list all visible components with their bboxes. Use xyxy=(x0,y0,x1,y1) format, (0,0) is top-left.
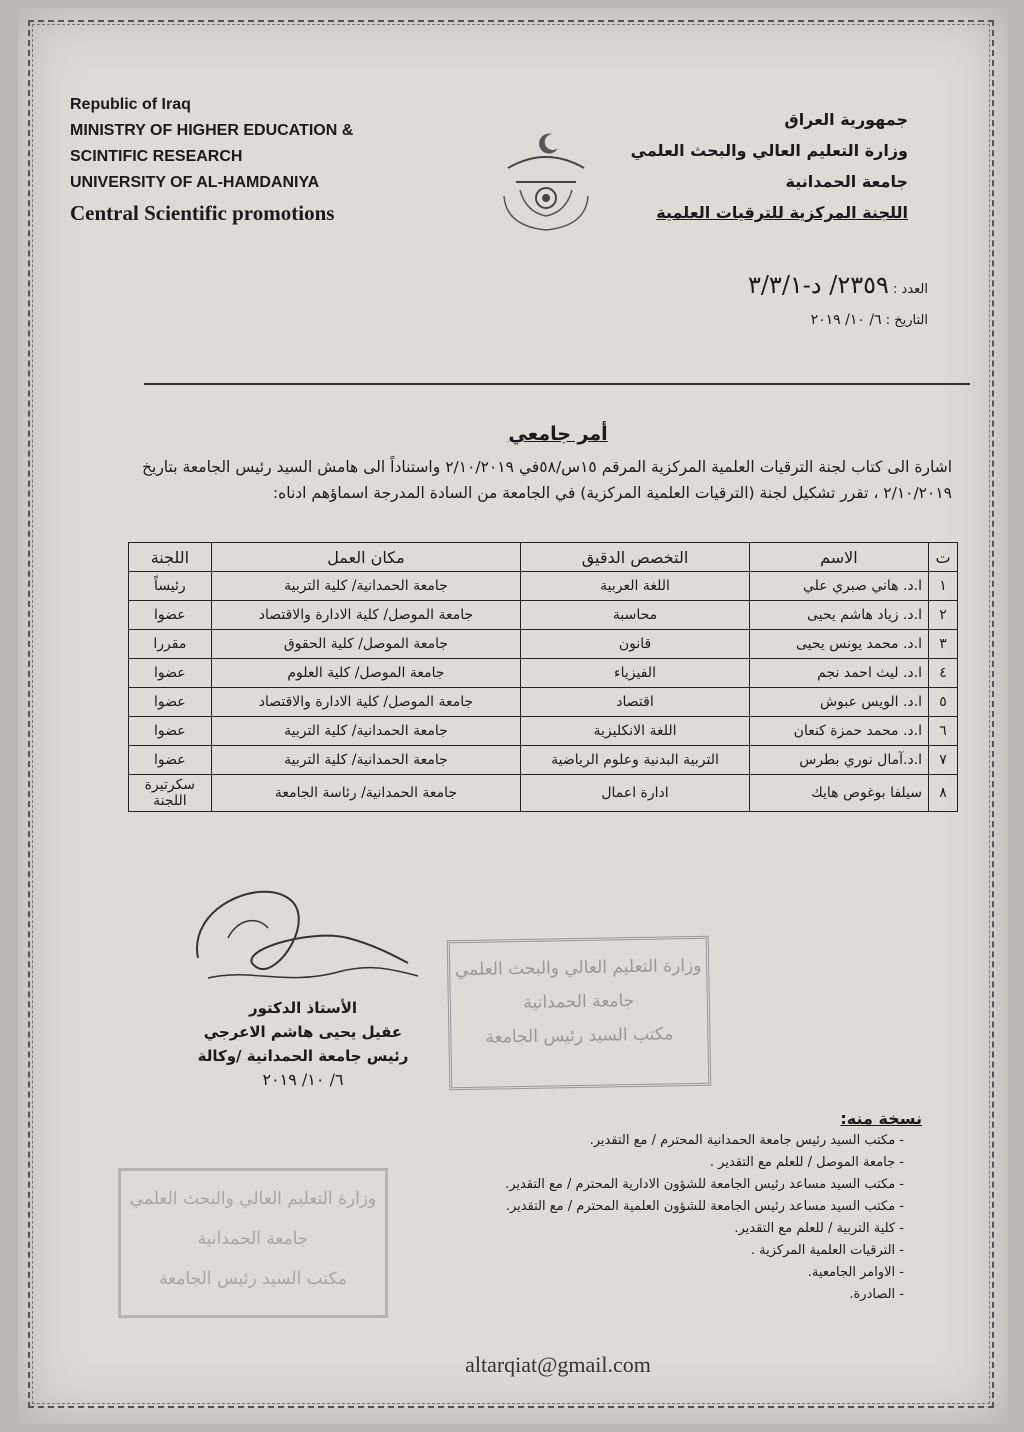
header-divider xyxy=(144,383,970,385)
reference-date-label: التاريخ : xyxy=(885,313,928,328)
cell-name: سيلفا بوغوص هايك xyxy=(749,775,928,812)
cell-specialty: اقتصاد xyxy=(521,688,750,717)
stamp2-line-2: جامعة الحمدانية xyxy=(197,1229,309,1249)
table-row xyxy=(129,688,958,717)
stamp2-line-1: وزارة التعليم العالي والبحث العلمي xyxy=(129,1189,377,1209)
list-item: - مكتب السيد مساعد رئيس الجامعة للشؤون العلمية المحترم / مع التقدير. xyxy=(402,1196,904,1218)
list-item: - جامعة الموصل / للعلم مع التقدير . xyxy=(402,1152,904,1174)
committee-members-table xyxy=(128,542,958,812)
cell-workplace: جامعة الحمدانية/ كلية التربية xyxy=(211,717,520,746)
university-logo xyxy=(496,126,596,236)
cell-committee: عضوا xyxy=(129,746,212,775)
cell-committee: مقررا xyxy=(129,630,212,659)
ar-line-2: وزارة التعليم العالي والبحث العلمي xyxy=(630,141,908,160)
cell-name: ا.د. زياد هاشم يحيى xyxy=(749,601,928,630)
list-item: - كلية التربية / للعلم مع التقدير. xyxy=(402,1218,904,1240)
ar-line-1: جمهورية العراق xyxy=(784,110,908,129)
cell-workplace: جامعة الموصل/ كلية الحقوق xyxy=(211,630,520,659)
table-row xyxy=(129,659,958,688)
order-title: أمر جامعي xyxy=(508,423,608,445)
reference-number-label: العدد : xyxy=(893,282,928,297)
cell-workplace: جامعة الموصل/ كلية الادارة والاقتصاد xyxy=(211,688,520,717)
cell-specialty: اللغة العربية xyxy=(521,572,750,601)
col-committee-header: اللجنة xyxy=(129,543,212,572)
table-header-row xyxy=(129,543,958,572)
cell-number: ١ xyxy=(929,572,958,601)
faded-stamp xyxy=(118,1168,388,1318)
en-line-5: Central Scientific promotions xyxy=(70,201,335,225)
stamp-line-3: مكتب السيد رئيس الجامعة xyxy=(485,1024,674,1048)
cell-committee: سكرتيرة اللجنة xyxy=(129,775,212,812)
copies-list xyxy=(402,1108,922,1306)
arabic-letterhead xyxy=(588,104,908,228)
cell-name: ا.د. هاني صبري علي xyxy=(749,572,928,601)
official-stamp xyxy=(447,936,712,1091)
col-number-header: ت xyxy=(929,543,958,572)
cell-workplace: جامعة الحمدانية/ رئاسة الجامعة xyxy=(211,775,520,812)
reference-date-value: ٦/ ١٠/ ٢٠١٩ xyxy=(810,312,882,328)
cell-specialty: محاسبة xyxy=(521,601,750,630)
table-row xyxy=(129,601,958,630)
signer-position: رئيس جامعة الحمدانية /وكالة xyxy=(197,1047,409,1065)
col-workplace-header: مكان العمل xyxy=(211,543,520,572)
cell-workplace: جامعة الحمدانية/ كلية التربية xyxy=(211,746,520,775)
cell-name: ا.د. الويس عبوش xyxy=(749,688,928,717)
signer-name: عقيل يحيى هاشم الاعرجي xyxy=(203,1023,403,1041)
col-name-header: الاسم xyxy=(749,543,928,572)
cell-specialty: ادارة اعمال xyxy=(521,775,750,812)
reference-date-row xyxy=(598,305,928,336)
list-item: - مكتب السيد مساعد رئيس الجامعة للشؤون الادارية المحترم / مع التقدير. xyxy=(402,1174,904,1196)
cell-number: ٢ xyxy=(929,601,958,630)
cell-committee: عضوا xyxy=(129,717,212,746)
col-specialty-header: التخصص الدقيق xyxy=(521,543,750,572)
cell-specialty: الفيزياء xyxy=(521,659,750,688)
cell-number: ٤ xyxy=(929,659,958,688)
ar-line-3: جامعة الحمدانية xyxy=(785,172,908,191)
en-line-3: SCINTIFIC RESEARCH xyxy=(70,148,243,165)
list-item: - الترقيات العلمية المركزية . xyxy=(402,1240,904,1262)
english-letterhead xyxy=(70,92,430,226)
signer-date: ٦/ ١٠/ ٢٠١٩ xyxy=(262,1070,344,1089)
cell-committee: عضوا xyxy=(129,688,212,717)
table-row xyxy=(129,630,958,659)
reference-block xyxy=(598,270,928,336)
list-item: - الاوامر الجامعية. xyxy=(402,1262,904,1284)
intro-paragraph: اشارة الى كتاب لجنة الترقيات العلمية المركزية المرقم ١٥س/٥٨في ٢/١٠/٢٠١٩ واستناداً الى هامش السيد رئيس الجامعة بتاريخ ٢/١٠/٢٠١٩ ، تقرر تشكيل لجنة (الترقيات العلمية المركزية) في الجامعة من السادة المدرجة اسماؤهم ادناه: xyxy=(142,458,953,502)
signer-block xyxy=(158,996,448,1092)
cell-number: ٨ xyxy=(929,775,958,812)
copies-heading: نسخة منه: xyxy=(840,1109,922,1128)
cell-number: ٧ xyxy=(929,746,958,775)
table-row xyxy=(129,746,958,775)
list-item: - مكتب السيد رئيس جامعة الحمدانية المحترم / مع التقدير. xyxy=(402,1130,904,1152)
cell-workplace: جامعة الموصل/ كلية الادارة والاقتصاد xyxy=(211,601,520,630)
cell-name: ا.د. محمد حمزة كنعان xyxy=(749,717,928,746)
cell-number: ٣ xyxy=(929,630,958,659)
cell-name: ا.د.آمال نوري بطرس xyxy=(749,746,928,775)
cell-name: ا.د. ليث احمد نجم xyxy=(749,659,928,688)
cell-specialty: اللغة الانكليزية xyxy=(521,717,750,746)
table-row xyxy=(129,717,958,746)
cell-committee: عضوا xyxy=(129,659,212,688)
cell-committee: عضوا xyxy=(129,601,212,630)
stamp-line-2: جامعة الحمدانية xyxy=(523,991,635,1013)
cell-committee: رئيساً xyxy=(129,572,212,601)
cell-number: ٦ xyxy=(929,717,958,746)
table-row xyxy=(129,775,958,812)
cell-specialty: قانون xyxy=(521,630,750,659)
cell-workplace: جامعة الحمدانية/ كلية التربية xyxy=(211,572,520,601)
en-line-4: UNIVERSITY OF AL-HAMDANIYA xyxy=(70,174,320,191)
en-line-1: Republic of Iraq xyxy=(70,96,191,113)
document-sheet xyxy=(18,8,1008,1424)
reference-number-value: ٢٣٥٩/ د-٣/٣/١ xyxy=(747,271,889,299)
stamp-line-1: وزارة التعليم العالي والبحث العلمي xyxy=(454,955,702,981)
reference-number-row xyxy=(598,270,928,305)
ar-line-4: اللجنة المركزية للترقيات العلمية xyxy=(656,203,908,222)
table-row xyxy=(129,572,958,601)
en-line-2: MINISTRY OF HIGHER EDUCATION & xyxy=(70,122,354,139)
cell-specialty: التربية البدنية وعلوم الرياضية xyxy=(521,746,750,775)
footer-email: altarqiat@gmail.com xyxy=(465,1352,651,1377)
signer-title: الأستاذ الدكتور xyxy=(248,999,358,1017)
cell-number: ٥ xyxy=(929,688,958,717)
cell-workplace: جامعة الموصل/ كلية العلوم xyxy=(211,659,520,688)
stamp2-line-3: مكتب السيد رئيس الجامعة xyxy=(159,1269,347,1289)
cell-name: ا.د. محمد يونس يحيى xyxy=(749,630,928,659)
handwritten-signature xyxy=(168,868,428,1008)
list-item: - الصادرة. xyxy=(402,1284,904,1306)
